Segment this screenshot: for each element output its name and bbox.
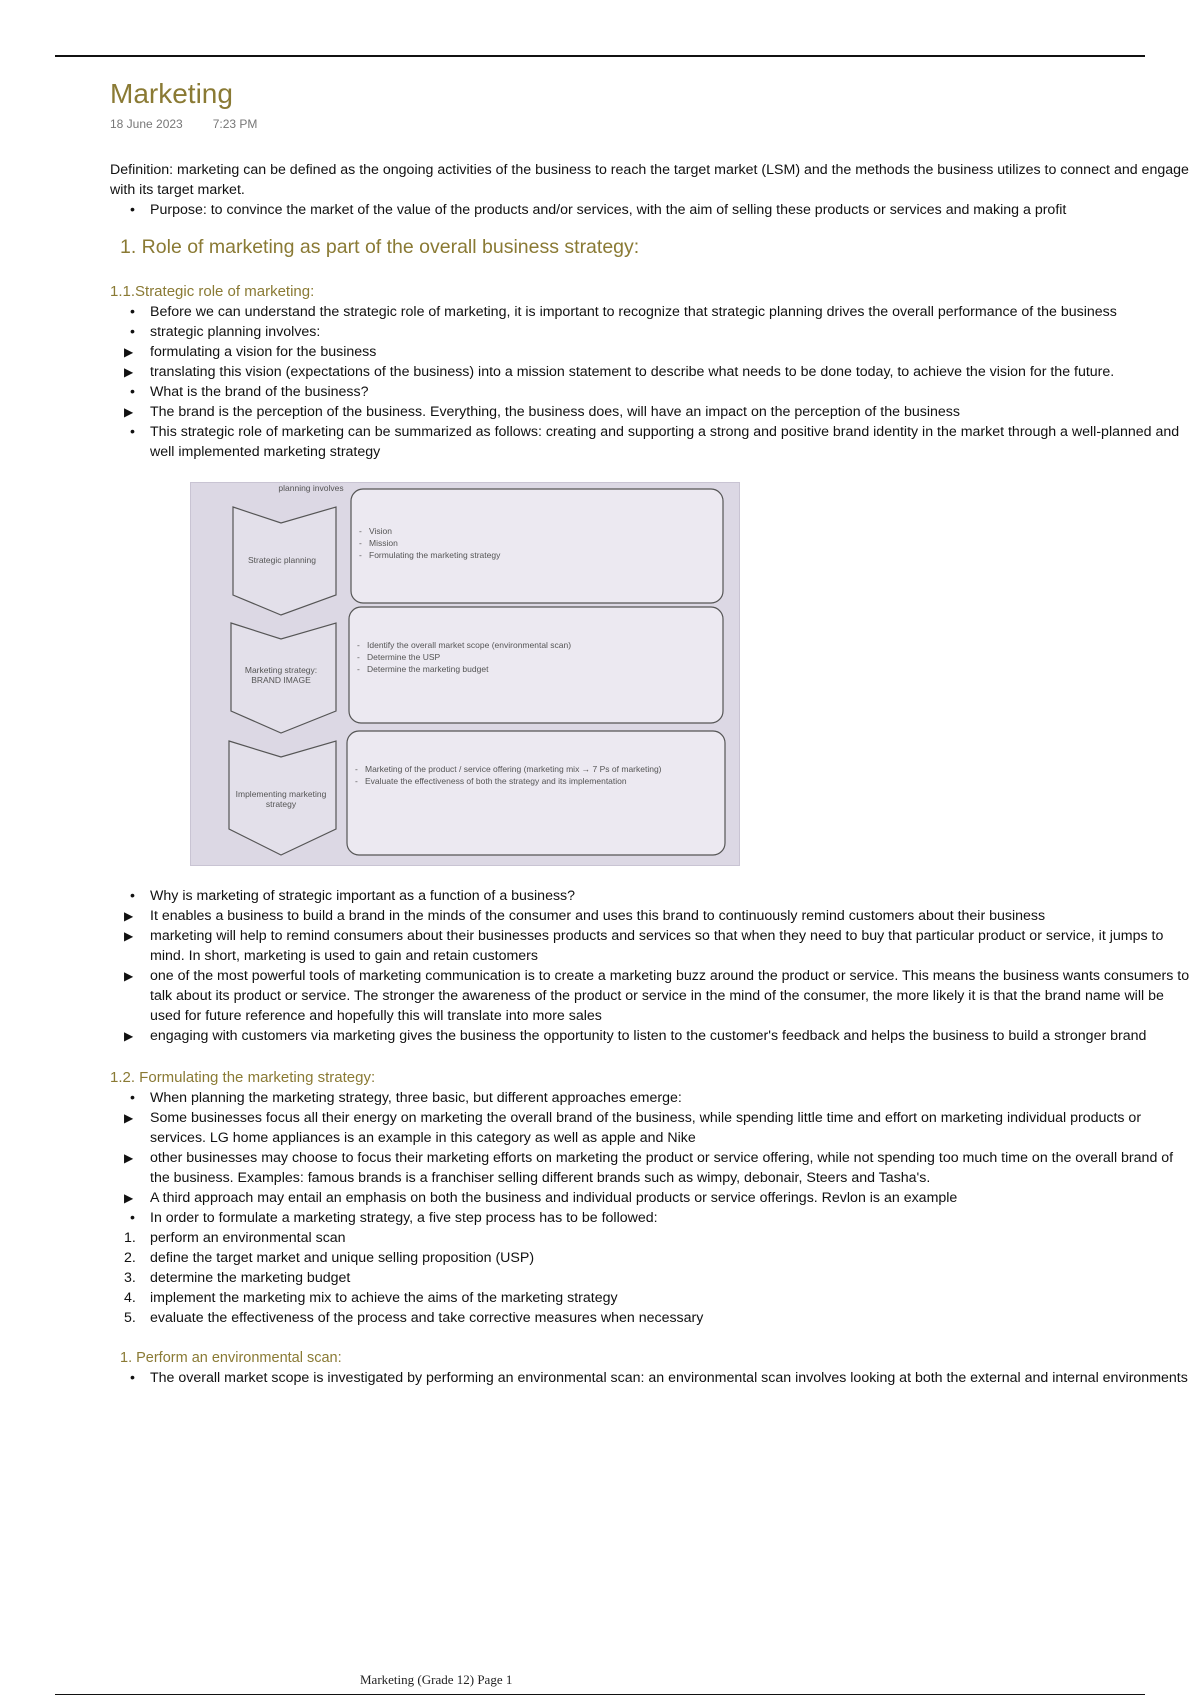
section-1-2-heading: 1.2. Formulating the marketing strategy: (110, 1069, 376, 1086)
list-item: ▶ A third approach may entail an emphasis on both the business and individual products or service offerings. Revlon is an example (110, 1188, 1190, 1208)
page-meta (110, 114, 1190, 134)
strategic-role-list (110, 302, 1190, 462)
step-text: evaluate the effectiveness of the process and take corrective measures when necessary (150, 1310, 704, 1326)
diagram-top-caption: planning involves (278, 483, 344, 493)
step-text: implement the marketing mix to achieve the aims of the marketing strategy (150, 1290, 618, 1306)
step-number: 3. (124, 1270, 136, 1286)
diagram-item: - Mission (357, 537, 707, 549)
diagram-item: - Determine the USP (355, 651, 705, 663)
section-1-1-heading: 1.1.Strategic role of marketing: (110, 283, 315, 300)
list-item: ▶ other businesses may choose to focus their marketing efforts on marketing the product or service offering, while not spending too much time on the overall brand of the business. Examples: famous brands is a franchiser selling different brands such as wimpy, debonair, Steers and Tasha's. (110, 1148, 1190, 1188)
step-text: determine the marketing budget (150, 1270, 351, 1286)
list-item: • strategic planning involves: (110, 322, 1190, 342)
list-item: ▶ Some businesses focus all their energy on marketing the overall brand of the business, while spending little time and effort on marketing individual products or services. LG home appliances is an example in this category as well as apple and Nike (110, 1108, 1190, 1148)
diagram-item: - Formulating the marketing strategy (357, 549, 707, 561)
step-text: define the target market and unique selling proposition (USP) (150, 1250, 535, 1266)
strategy-diagram-image (190, 482, 740, 866)
list-item: ▶ one of the most powerful tools of marketing communication is to create a marketing buzz around the product or service. This means the business wants consumers to talk about its product or service. The stronger the awareness of the product or service in the mind of the consumer, the more likely it is that the brand name will be used for future reference and hopefully this will translate into more sales (110, 966, 1190, 1026)
step-item (110, 1288, 1190, 1308)
list-item: • Before we can understand the strategic role of marketing, it is important to recognize that strategic planning drives the overall performance of the business (110, 302, 1190, 322)
step-number: 5. (124, 1310, 136, 1326)
diagram-label-marketing-strategy: Marketing strategy: BRAND IMAGE (244, 665, 318, 685)
bottom-rule (55, 1694, 1145, 1695)
definition-text: Definition: marketing can be defined as the ongoing activities of the business to reach the target market (LSM) and the methods the business utilizes to connect and engage with its target market. (110, 162, 1189, 198)
diagram-item: - Vision (357, 525, 707, 537)
step-item (110, 1268, 1190, 1288)
diagram-label-strategic-planning: Strategic planning (247, 555, 317, 565)
diagram-item: - Marketing of the product / service offering (marketing mix → 7 Ps of marketing) (353, 763, 713, 775)
diagram-box-3 (353, 763, 713, 787)
list-item: ▶ engaging with customers via marketing gives the business the opportunity to listen to the customer's feedback and helps the business to build a stronger brand (110, 1026, 1190, 1046)
process-list (110, 1208, 1190, 1328)
scan-list (110, 1368, 1190, 1388)
step-item (110, 1308, 1190, 1328)
step-number: 2. (124, 1250, 136, 1266)
page-date: 18 June 2023 (110, 117, 183, 131)
list-item: • What is the brand of the business? (110, 382, 1190, 402)
list-item: • The overall market scope is investigated by performing an environmental scan: an environmental scan involves looking at both the external and internal environments (110, 1368, 1190, 1388)
environmental-scan-heading: 1. Perform an environmental scan: (120, 1350, 342, 1366)
step-item (110, 1228, 1190, 1248)
diagram-box-1 (357, 525, 707, 561)
diagram-item: - Evaluate the effectiveness of both the strategy and its implementation (353, 775, 713, 787)
step-number: 1. (124, 1230, 136, 1246)
top-rule (55, 55, 1145, 57)
list-item: • When planning the marketing strategy, three basic, but different approaches emerge: (110, 1088, 1190, 1108)
list-item: • Purpose: to convince the market of the value of the products and/or services, with the aim of selling these products or services and making a profit (110, 200, 1190, 220)
section-1-heading: 1. Role of marketing as part of the overall business strategy: (120, 236, 640, 258)
step-text: perform an environmental scan (150, 1230, 346, 1246)
list-item: ▶ marketing will help to remind consumers about their businesses products and services so that when they need to buy that particular product or service, it jumps to mind. In short, marketing is used to gain and retain customers (110, 926, 1190, 966)
list-item: ▶ translating this vision (expectations of the business) into a mission statement to describe what needs to be done today, to achieve the vision for the future. (110, 362, 1190, 382)
diagram-label-implementing: Implementing marketing strategy (235, 789, 327, 809)
list-item: • Why is marketing of strategic important as a function of a business? (110, 886, 1190, 906)
list-item: • In order to formulate a marketing strategy, a five step process has to be followed: (110, 1208, 1190, 1228)
diagram-item: - Identify the overall market scope (environmental scan) (355, 639, 705, 651)
list-item: ▶ It enables a business to build a brand in the minds of the consumer and uses this brand to continuously remind customers about their business (110, 906, 1190, 926)
diagram-box-2 (355, 639, 705, 675)
why-marketing-list (110, 886, 1190, 1046)
list-item: ▶ The brand is the perception of the business. Everything, the business does, will have an impact on the perception of the business (110, 402, 1190, 422)
diagram-item: - Determine the marketing budget (355, 663, 705, 675)
approaches-list (110, 1088, 1190, 1208)
step-item (110, 1248, 1190, 1268)
list-item: • This strategic role of marketing can be summarized as follows: creating and supporting a strong and positive brand identity in the market through a well-planned and well implemented marketing strategy (110, 422, 1190, 462)
list-item: ▶ formulating a vision for the business (110, 342, 1190, 362)
page-time: 7:23 PM (212, 117, 258, 131)
page-title: Marketing (110, 78, 233, 109)
page-content (110, 70, 1190, 1388)
purpose-list (110, 200, 1190, 220)
page-footer: Marketing (Grade 12) Page 1 (360, 1672, 513, 1687)
step-number: 4. (124, 1290, 136, 1306)
